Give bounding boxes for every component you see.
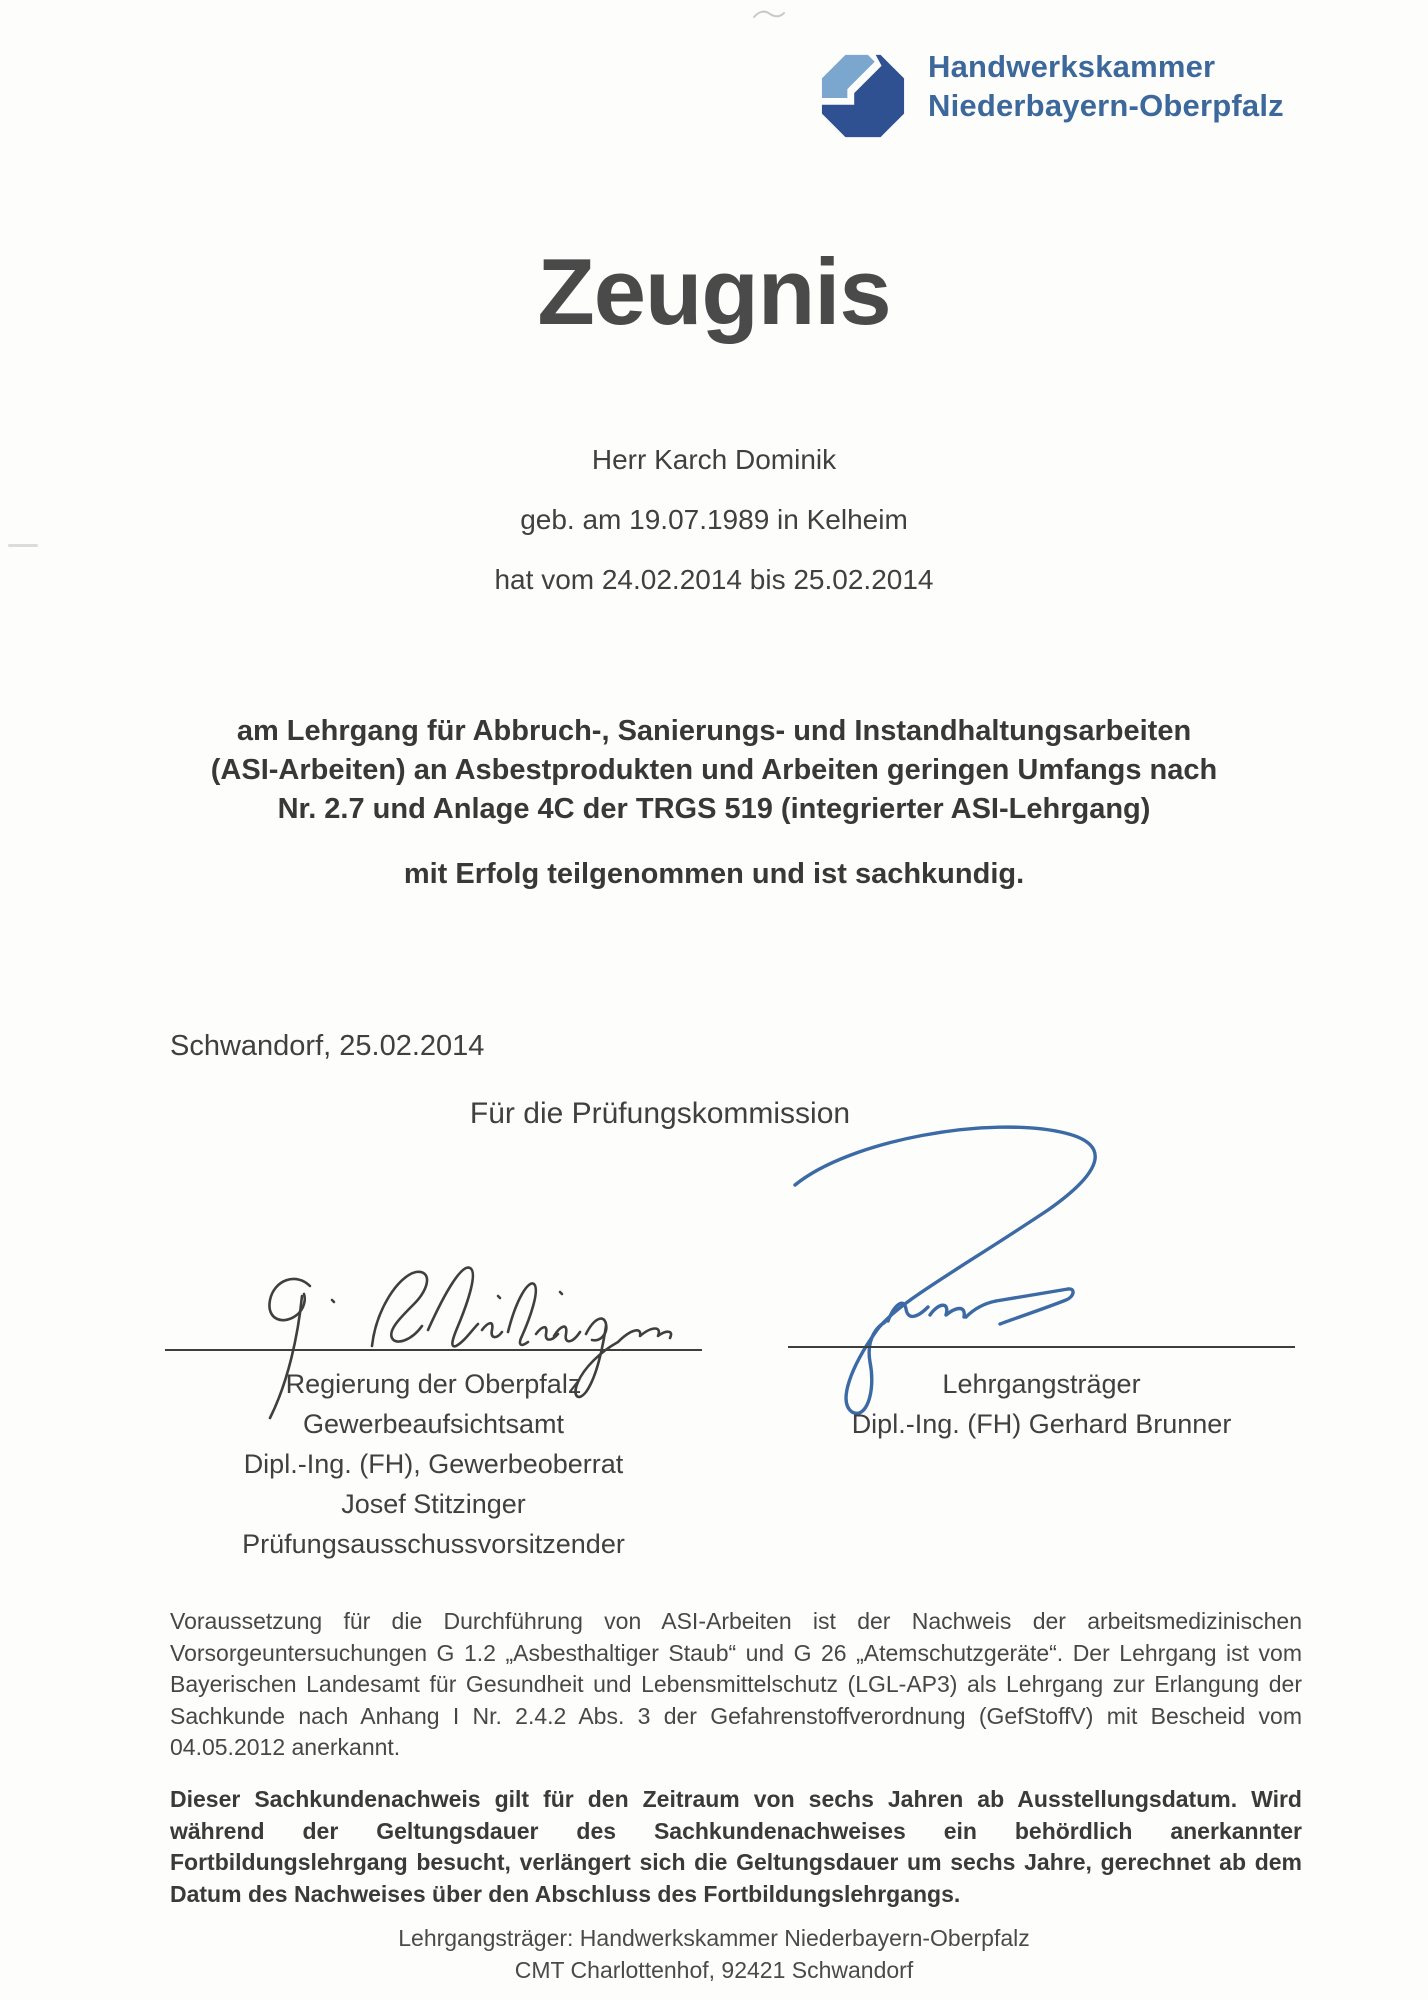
org-name <box>928 47 1284 125</box>
course-description <box>0 712 1428 829</box>
org-name-line1: Handwerkskammer <box>928 49 1216 84</box>
course-line2: (ASI-Arbeiten) an Asbestprodukten und Arbeiten geringen Umfangs nach <box>210 754 1218 786</box>
footer-provider: Lehrgangsträger: Handwerkskammer Niederbayern-Oberpfalz <box>398 1925 1030 1951</box>
signature-line-left <box>165 1349 702 1351</box>
signer-right-name: Dipl.-Ing. (FH) Gerhard Brunner <box>851 1409 1232 1439</box>
signer-left-org: Regierung der Oberpfalz <box>285 1369 582 1399</box>
course-result: mit Erfolg teilgenommen und ist sachkundig. <box>403 858 1025 890</box>
course-line3: Nr. 2.7 und Anlage 4C der TRGS 519 (integrierter ASI-Lehrgang) <box>277 793 1151 825</box>
signature-line-right <box>788 1346 1295 1348</box>
signer-left-name: Josef Stitzinger <box>341 1489 526 1519</box>
commission-label: Für die Prüfungskommission <box>469 1097 851 1130</box>
signer-left-role: Prüfungsausschussvorsitzender <box>242 1529 625 1559</box>
recipient-block <box>0 430 1428 610</box>
scan-artifact-tilde <box>752 6 786 22</box>
footer-block <box>0 1922 1428 1986</box>
signer-right-role: Lehrgangsträger <box>942 1369 1141 1399</box>
recipient-name: Herr Karch Dominik <box>591 444 837 475</box>
handwerkskammer-logo-icon <box>819 52 907 140</box>
course-line1: am Lehrgang für Abbruch-, Sanierungs- und Instandhaltungsarbeiten <box>236 715 1192 747</box>
fine-print-prerequisites: Voraussetzung für die Durchführung von ASI-Arbeiten ist der Nachweis der arbeitsmedizinischen Vorsorgeuntersuchungen G 1.2 „Asbesthaltiger Staub“ und G 26 „Atemschutzgeräte“. Der Lehrgang ist vom Bayerischen Landesamt für Gesundheit und Lebensmittelschutz (LGL-AP3) als Lehrgang zur Erlangung der Sachkunde nach Anhang I Nr. 2.4.2 Abs. 3 der Gefahrenstoffverordnung (GefStoffV) mit Bescheid vom 04.05.2012 anerkannt. <box>170 1608 1302 1760</box>
org-name-line2: Niederbayern-Oberpfalz <box>928 88 1284 123</box>
place-and-date: Schwandorf, 25.02.2014 <box>170 1030 485 1062</box>
document-title: Zeugnis <box>537 239 891 344</box>
course-period: hat vom 24.02.2014 bis 25.02.2014 <box>494 564 934 595</box>
recipient-birth: geb. am 19.07.1989 in Kelheim <box>520 504 908 535</box>
signer-block-right <box>788 1364 1295 1444</box>
fine-print-validity: Dieser Sachkundenachweis gilt für den Zeitraum von sechs Jahren ab Ausstellungsdatum. Wird während der Geltungsdauer des Sachkundenachweises ein behördlich anerkannter Fortbildungslehrgang besucht, verlängert sich die Geltungsdauer um sechs Jahre, gerechnet ab dem Datum des Nachweises über den Abschluss des Fortbildungslehrgangs. <box>170 1786 1302 1907</box>
signer-block-left <box>165 1364 702 1564</box>
signer-left-title: Dipl.-Ing. (FH), Gewerbeoberrat <box>243 1449 624 1479</box>
signer-left-office: Gewerbeaufsichtsamt <box>302 1409 565 1439</box>
footer-address: CMT Charlottenhof, 92421 Schwandorf <box>514 1957 914 1983</box>
